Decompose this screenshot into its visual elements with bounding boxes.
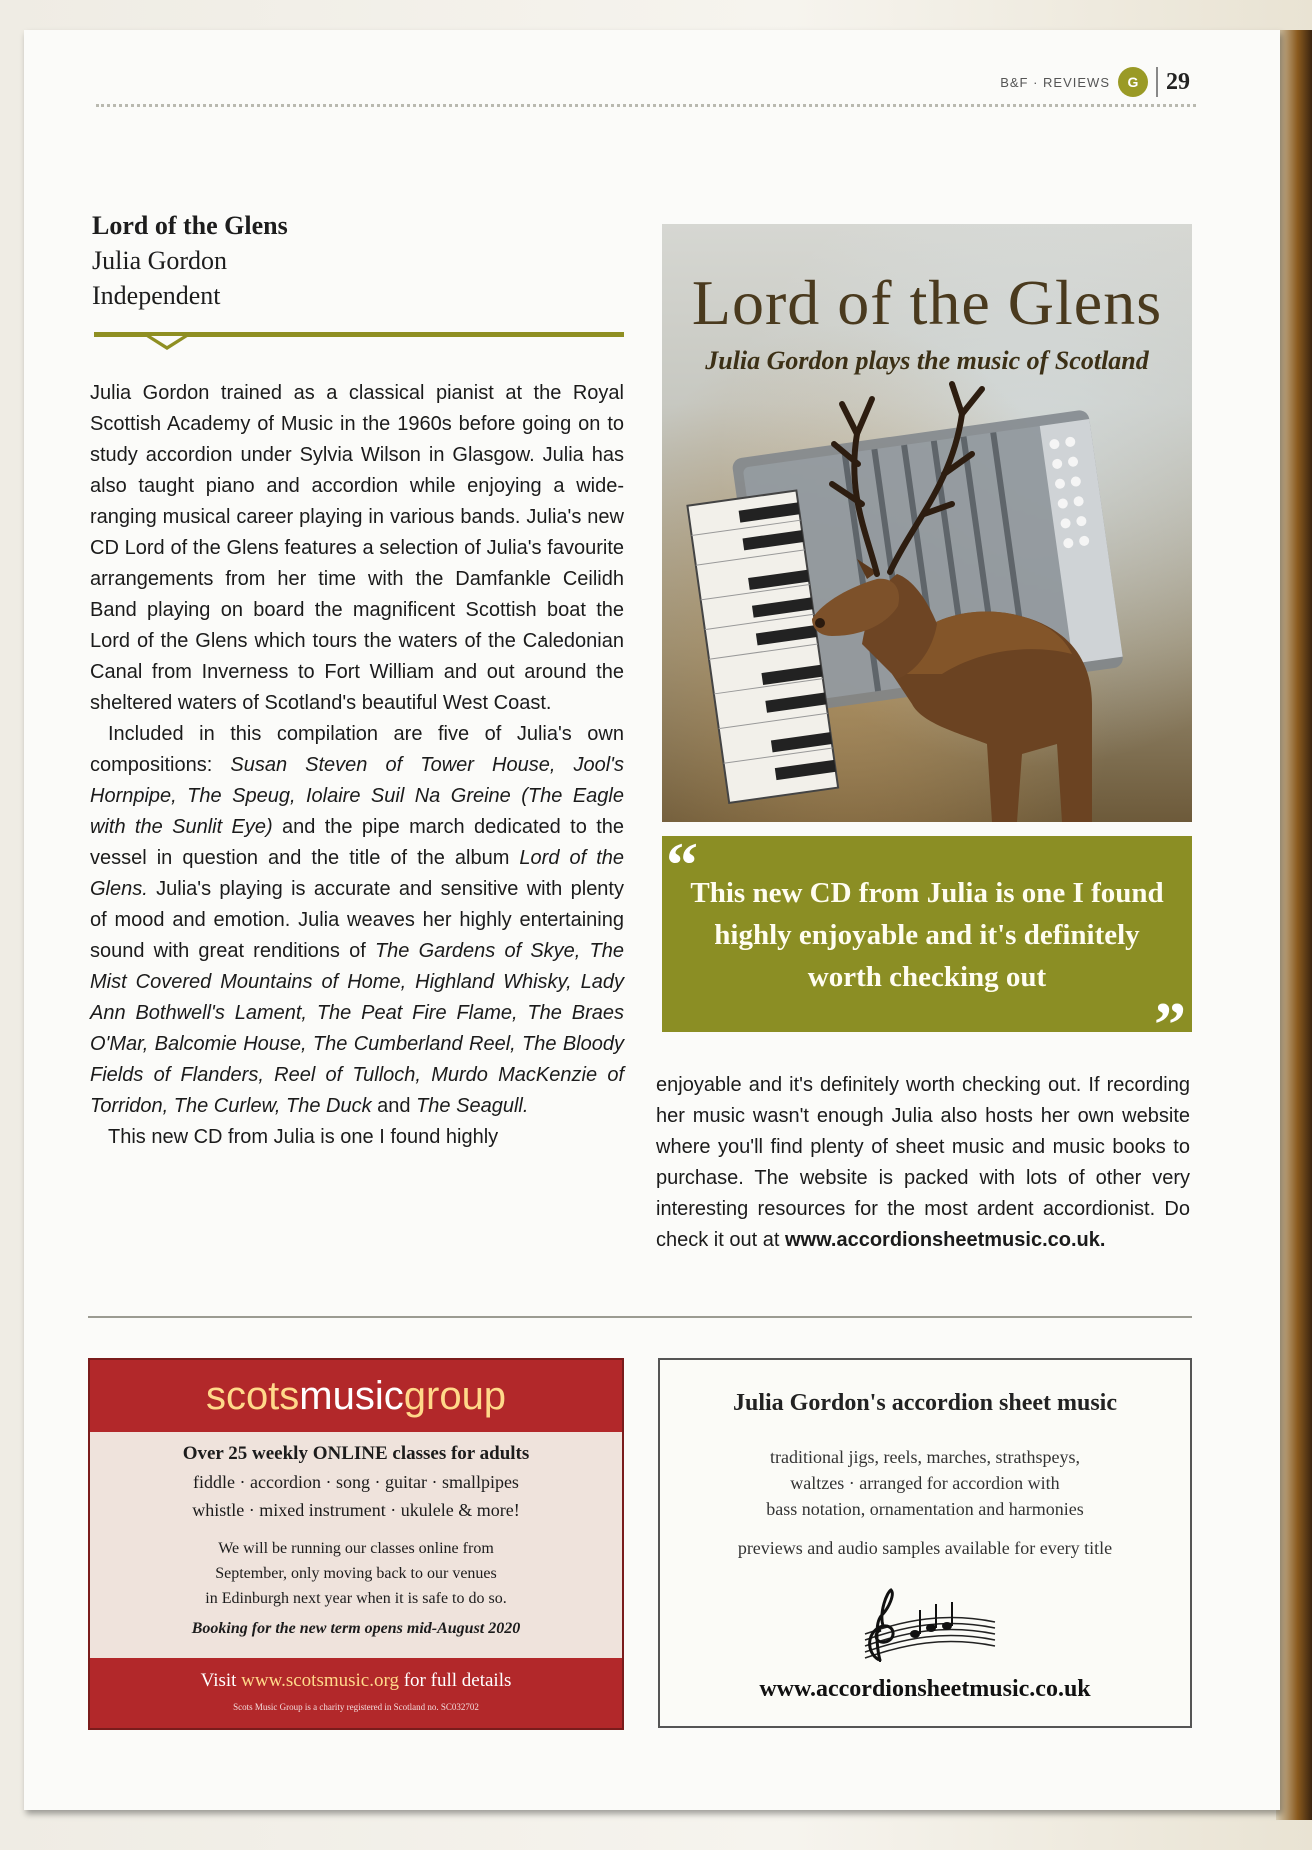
album-title: Lord of the Glens (92, 211, 288, 240)
article-body-right (656, 1070, 1190, 1256)
cover-title: Lord of the Glens (691, 267, 1163, 338)
header-separator (1156, 67, 1158, 97)
ad-note-line: September, only moving back to our venues (215, 1565, 497, 1582)
text-run: and the pipe march dedicated to the vessel in question and the title of the album (90, 816, 624, 869)
text-run: enjoyable and it's definitely worth checking out. If recording her music wasn't enough Julia also hosts her own website where you'll find plenty of sheet music and music books to purchase. The website is packed with lots of other very interesting resources for the most ardent accordionist. Do check it out at (656, 1074, 1190, 1251)
desc-line: waltzes · arranged for accordion with (790, 1473, 1060, 1493)
header-dotted-rule (96, 104, 1196, 107)
sheet-ad-preview: previews and audio samples available for every title (737, 1538, 1113, 1558)
brand-part-group: group (403, 1373, 507, 1418)
ad-headline: Over 25 weekly ONLINE classes for adults (182, 1443, 530, 1464)
italic-run: The Gardens of Skye, The Mist Covered Mountains of Home, Highland Whisky, Lady Ann Bothwell's Lament, The Peat Fire Flame, The Braes O'Mar, Balcomie House, The Cumberland Reel, The Bloody Fields of Flanders, Reel of Tulloch, Murdo MacKenzie of Torridon, The Curlew, The Duck (90, 940, 625, 1117)
scots-music-group-ad[interactable] (88, 1358, 624, 1730)
italic-run: Lord of the Glens. (90, 847, 624, 900)
album-artist: Julia Gordon (92, 246, 228, 275)
ad-note-line: in Edinburgh next year when it is safe to do so. (205, 1590, 507, 1607)
header-right (1000, 66, 1190, 98)
desc-line: traditional jigs, reels, marches, strathspeys, (770, 1447, 1080, 1467)
rule-notch-inner (151, 336, 183, 346)
section-label: B&F · REVIEWS (1000, 74, 1110, 90)
ad-note (90, 1536, 622, 1611)
text-run: Julia's playing is accurate and sensitive with plenty of mood and emotion. Julia weaves her highly entertaining sound with great renditions of (90, 878, 624, 962)
charity-notice: Scots Music Group is a charity registered in Scotland no. SC032702 (233, 1702, 479, 1712)
sheet-music-link[interactable]: www.accordionsheetmusic.co.uk (759, 1676, 1091, 1702)
ad-note-line: We will be running our classes online from (218, 1540, 494, 1557)
article-paragraph-3: This new CD from Julia is one I found highly (108, 1126, 499, 1148)
ad-booking: Booking for the new term opens mid-August 2020 (191, 1620, 521, 1637)
visit-suffix: for full details (398, 1670, 512, 1691)
article-paragraph-1: Julia Gordon trained as a classical pianist at the Royal Scottish Academy of Music in the 1960s before going on to study accordion under Sylvia Wilson in Glasgow. Julia has also taught piano and accordion while enjoying a wide-ranging musical career playing in various bands. Julia's new CD Lord of the Glens features a selection of Julia's favourite arrangements from her time with the Damfankle Ceilidh Band playing on board the magnificent Scottish boat the Lord of the Glens which tours the waters of the Caledonian Canal from Inverness to Fort William and out around the sheltered waters of Scotland's beautiful West Coast. (90, 382, 624, 714)
cover-subtitle: Julia Gordon plays the music of Scotland (705, 346, 1149, 375)
scotsmusic-link[interactable]: www.scotsmusic.org (241, 1670, 399, 1691)
italic-run: The Seagull. (416, 1095, 529, 1117)
ad-brand-header (90, 1360, 622, 1432)
section-divider (88, 1316, 1192, 1318)
ad-instruments-1: fiddle · accordion · song · guitar · smallpipes (193, 1472, 519, 1492)
stag-accordion-illustration (662, 374, 1192, 822)
sheet-ad-title: Julia Gordon's accordion sheet music (732, 1390, 1117, 1416)
text-run: Included in this compilation are five of Julia's own compositions: (90, 723, 624, 776)
article-paragraph-2 (90, 719, 624, 1122)
section-badge-icon: G (1118, 67, 1148, 97)
pull-quote (662, 829, 1192, 1060)
ad-footer (90, 1658, 622, 1728)
sheet-ad-description (690, 1444, 1160, 1522)
text-run: and (371, 1095, 417, 1117)
magazine-edge (1276, 30, 1312, 1820)
album-label: Independent (92, 281, 221, 310)
brand-part-music: music (299, 1373, 404, 1418)
album-cover (662, 224, 1192, 822)
ad-instruments-2: whistle · mixed instrument · ukulele & more! (192, 1500, 520, 1520)
sheet-music-ad[interactable] (658, 1358, 1192, 1728)
ad-visit-line (90, 1670, 622, 1692)
page-number: 29 (1166, 68, 1190, 95)
website-link[interactable]: www.accordionsheetmusic.co.uk. (784, 1229, 1106, 1251)
article-body-left (90, 378, 624, 1153)
visit-prefix: Visit (200, 1670, 242, 1691)
open-quote-icon: “ (666, 829, 698, 900)
desc-line: bass notation, ornamentation and harmonies (766, 1499, 1084, 1519)
close-quote-icon: ” (1154, 989, 1186, 1060)
pull-quote-text: This new CD from Julia is one I found highly enjoyable and it's definitely worth checking out (690, 877, 1164, 993)
treble-clef-music-icon (845, 1582, 1005, 1662)
brand-part-scots: scots (205, 1373, 300, 1418)
album-info (92, 208, 622, 313)
page-header (96, 62, 1196, 102)
article-paragraph-4 (656, 1070, 1190, 1256)
italic-run: Susan Steven of Tower House, Jool's Hornpipe, The Speug, Iolaire Suil Na Greine (The Eagle with the Sunlit Eye) (90, 754, 624, 838)
ad-body (90, 1440, 622, 1643)
